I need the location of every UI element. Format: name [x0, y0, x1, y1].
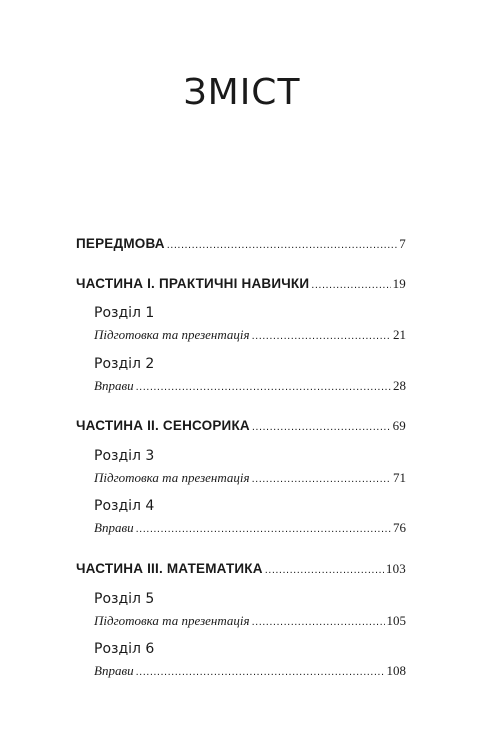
- toc-page-number: 28: [393, 378, 406, 393]
- toc-entry-label: Підготовка та презентація: [94, 613, 250, 628]
- dot-leader: [136, 666, 385, 678]
- toc-entry-part-2[interactable]: [76, 418, 406, 434]
- toc-chapter-5: Розділ 5: [94, 591, 155, 607]
- dot-leader: [311, 279, 390, 291]
- dot-leader: [136, 381, 391, 393]
- toc-page-number: 105: [386, 613, 406, 628]
- toc-entry-chapter-1[interactable]: [94, 327, 406, 343]
- dot-leader: [252, 330, 391, 342]
- toc-page-number: 19: [392, 276, 406, 291]
- toc-chapter-1: Розділ 1: [94, 305, 155, 321]
- toc-page-number: 103: [385, 561, 406, 576]
- toc-entry-preface[interactable]: [76, 236, 406, 252]
- toc-entry-chapter-2[interactable]: [94, 378, 406, 394]
- toc-entry-label: ЧАСТИНА ІІІ. МАТЕМАТИКА: [76, 561, 263, 576]
- toc-entry-chapter-4[interactable]: [94, 520, 406, 536]
- dot-leader: [136, 523, 391, 535]
- dot-leader: [265, 564, 384, 576]
- toc-entry-label: ЧАСТИНА ІІ. СЕНСОРИКА: [76, 418, 250, 433]
- toc-chapter-6: Розділ 6: [94, 641, 155, 657]
- toc-page-number: 7: [399, 236, 406, 251]
- dot-leader: [252, 473, 391, 485]
- dot-leader: [167, 239, 398, 251]
- toc-entry-chapter-5[interactable]: [94, 613, 406, 629]
- toc-entry-label: Вправи: [94, 663, 134, 678]
- toc-page-number: 69: [392, 418, 406, 433]
- dot-leader: [252, 421, 391, 433]
- toc-page-number: 21: [393, 327, 406, 342]
- toc-entry-label: ПЕРЕДМОВА: [76, 236, 165, 251]
- toc-entry-chapter-6[interactable]: [94, 663, 406, 679]
- toc-entry-label: Підготовка та презентація: [94, 327, 250, 342]
- toc-chapter-2: Розділ 2: [94, 356, 155, 372]
- toc-chapter-4: Розділ 4: [94, 498, 155, 514]
- page-title: ЗМІСТ: [183, 72, 301, 113]
- toc-entry-label: Вправи: [94, 378, 134, 393]
- toc-entry-label: Вправи: [94, 520, 134, 535]
- dot-leader: [252, 616, 385, 628]
- toc-page-number: 71: [393, 470, 406, 485]
- toc-entry-part-3[interactable]: [76, 561, 406, 577]
- toc-entry-part-1[interactable]: [76, 276, 406, 292]
- toc-page-number: 108: [386, 663, 406, 678]
- toc-chapter-3: Розділ 3: [94, 448, 155, 464]
- toc-page-number: 76: [393, 520, 406, 535]
- toc-entry-label: ЧАСТИНА І. ПРАКТИЧНІ НАВИЧКИ: [76, 276, 310, 291]
- toc-entry-chapter-3[interactable]: [94, 470, 406, 486]
- toc-entry-label: Підготовка та презентація: [94, 470, 250, 485]
